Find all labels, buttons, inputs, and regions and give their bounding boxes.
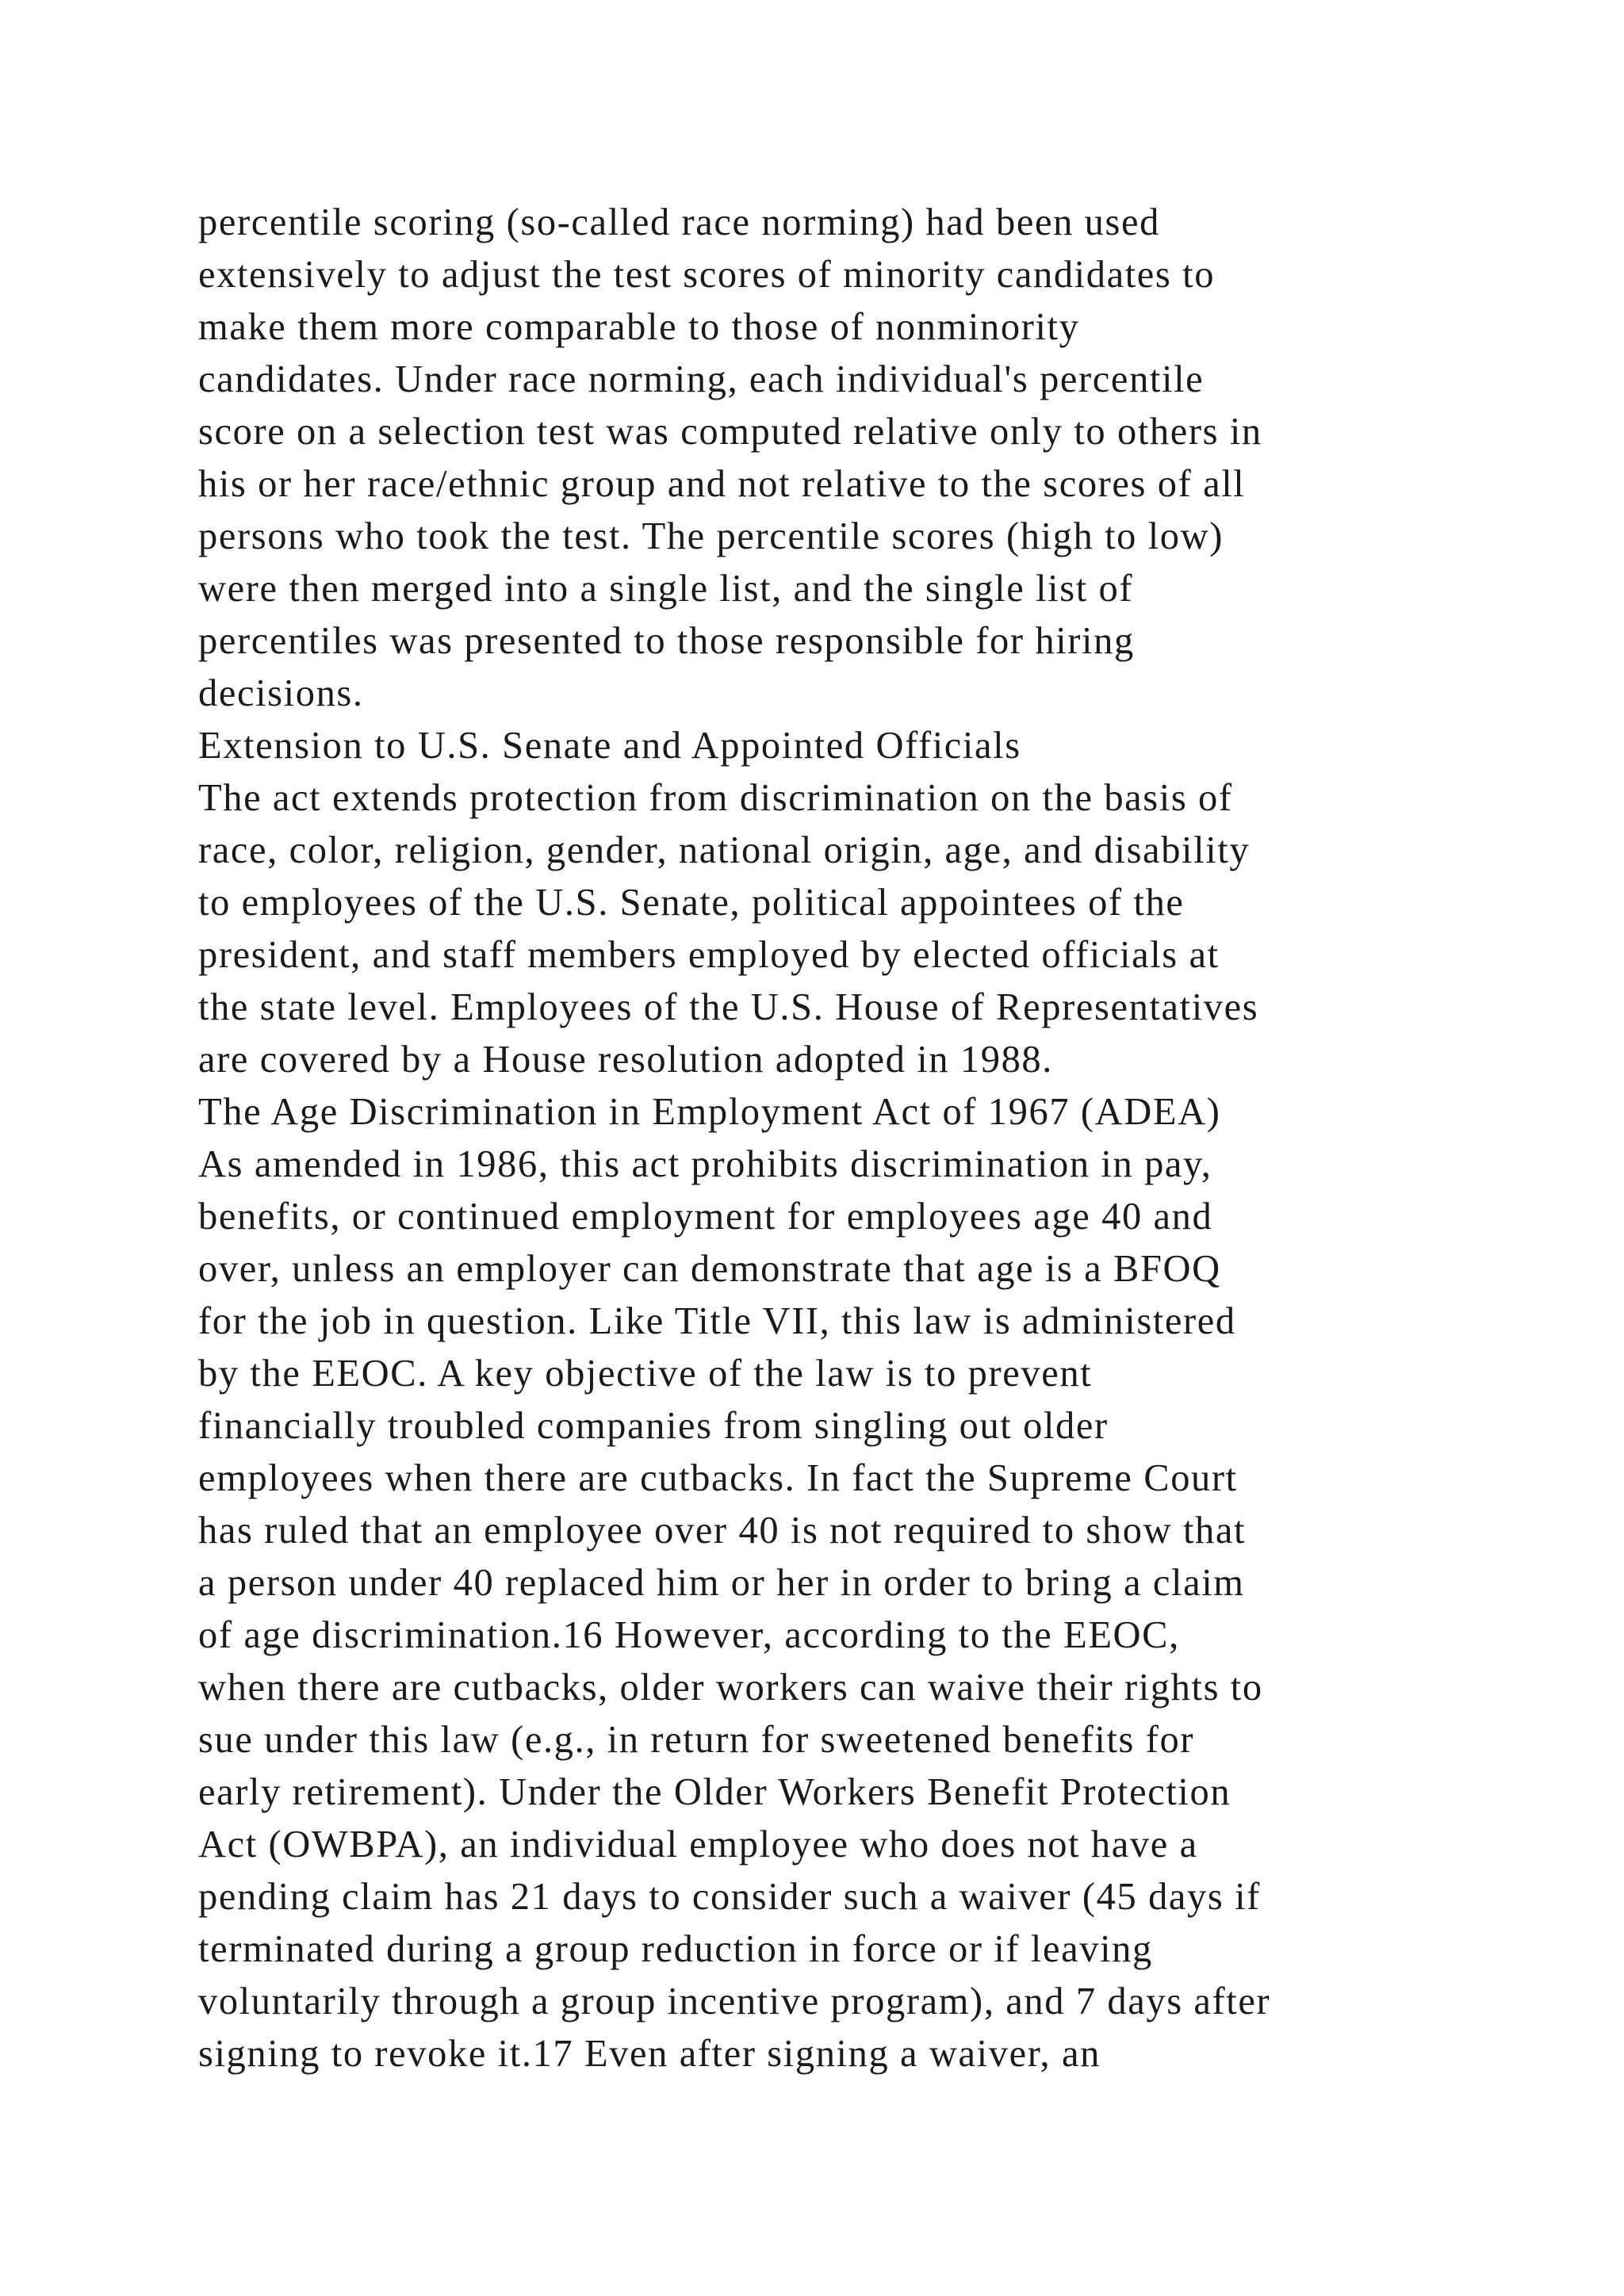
text-line: Act (OWBPA), an individual employee who does not have a (198, 1823, 1198, 1866)
text-line: race, color, religion, gender, national origin, age, and disability (198, 829, 1251, 871)
text-line: has ruled that an employee over 40 is not required to show that (198, 1510, 1247, 1552)
text-line: persons who took the test. The percentile scores (high to low) (198, 515, 1224, 557)
text-line: As amended in 1986, this act prohibits discrimination in pay, (198, 1143, 1212, 1185)
text-line: of age discrimination.16 However, according to the EEOC, (198, 1614, 1180, 1656)
section-heading: Extension to U.S. Senate and Appointed Officials (198, 725, 1021, 767)
text-line: are covered by a House resolution adopted in 1988. (198, 1039, 1053, 1081)
text-line: candidates. Under race norming, each individual's percentile (198, 358, 1205, 400)
text-line: financially troubled companies from singling out older (198, 1405, 1109, 1447)
text-line: score on a selection test was computed relative only to others in (198, 411, 1262, 453)
text-line: terminated during a group reduction in force or if leaving (198, 1928, 1153, 1970)
text-line: employees when there are cutbacks. In fact the Supreme Court (198, 1457, 1238, 1499)
text-line: the state level. Employees of the U.S. House of Representatives (198, 986, 1259, 1028)
text-line: signing to revoke it.17 Even after signing a waiver, an (198, 2033, 1101, 2075)
text-line: to employees of the U.S. Senate, political appointees of the (198, 882, 1185, 924)
text-line: pending claim has 21 days to consider such a waiver (45 days if (198, 1876, 1261, 1918)
text-line: benefits, or continued employment for employees age 40 and (198, 1196, 1213, 1238)
body-text (198, 197, 1546, 2080)
text-line: sue under this law (e.g., in return for sweetened benefits for (198, 1719, 1195, 1761)
text-line: percentile scoring (so-called race norming) had been used (198, 201, 1160, 243)
text-line: decisions. (198, 672, 364, 714)
text-line: by the EEOC. A key objective of the law is to prevent (198, 1353, 1093, 1395)
text-line: president, and staff members employed by elected officials at (198, 934, 1220, 976)
text-line: early retirement). Under the Older Workers Benefit Protection (198, 1771, 1231, 1813)
section-heading: The Age Discrimination in Employment Act of 1967 (ADEA) (198, 1091, 1221, 1133)
text-line: for the job in question. Like Title VII, this law is administered (198, 1300, 1236, 1342)
text-line: when there are cutbacks, older workers can waive their rights to (198, 1667, 1263, 1709)
text-line: over, unless an employer can demonstrate that age is a BFOQ (198, 1248, 1221, 1290)
text-line: make them more comparable to those of nonminority (198, 306, 1080, 348)
text-line: extensively to adjust the test scores of minority candidates to (198, 254, 1216, 296)
text-line: were then merged into a single list, and the single list of (198, 568, 1134, 610)
text-line: voluntarily through a group incentive program), and 7 days after (198, 1980, 1271, 2022)
text-line: The act extends protection from discrimination on the basis of (198, 777, 1233, 819)
text-line: percentiles was presented to those responsible for hiring (198, 620, 1135, 662)
text-line: a person under 40 replaced him or her in order to bring a claim (198, 1562, 1245, 1604)
text-line: his or her race/ethnic group and not relative to the scores of all (198, 463, 1246, 505)
